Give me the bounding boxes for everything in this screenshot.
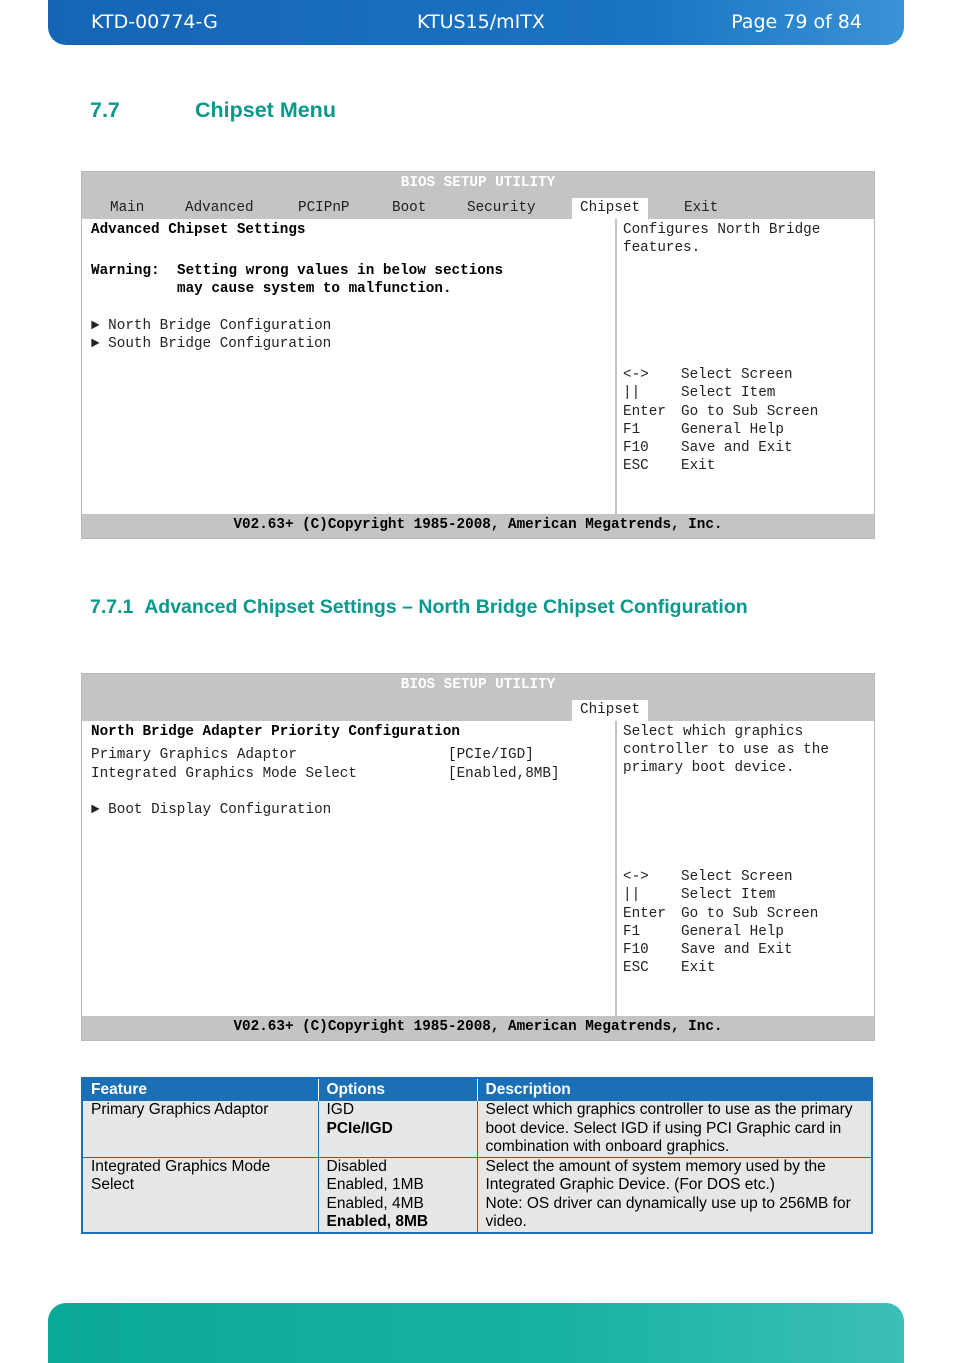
column-header: Description (477, 1078, 872, 1101)
bios-screen-chipset (81, 171, 875, 539)
help-text: features. (623, 240, 701, 256)
page-header (48, 0, 904, 45)
options-cell (318, 1101, 477, 1158)
bios-title: BIOS SETUP UTILITY (82, 674, 874, 700)
menu-tab-advanced[interactable]: Advanced (185, 200, 254, 216)
column-header: Options (318, 1078, 477, 1101)
column-header: Feature (82, 1078, 318, 1101)
option-value: Enabled, 1MB (326, 1176, 424, 1193)
option-default-value: Enabled, 8MB (326, 1213, 429, 1230)
key-hint: F1 General Help (623, 422, 784, 438)
help-text: primary boot device. (623, 760, 795, 776)
section-title: Chipset Menu (195, 98, 336, 122)
key-hint: <-> Select Screen (623, 869, 793, 885)
bios-menu-bar (82, 700, 874, 721)
bios-copyright: V02.63+ (C)Copyright 1985-2008, American Megatrends, Inc. (82, 514, 874, 538)
help-text: controller to use as the (623, 742, 829, 758)
page-number: Page 79 of 84 (731, 11, 862, 33)
bios-main-pane (82, 721, 617, 1017)
feature-cell: Integrated Graphics Mode Select (82, 1157, 318, 1233)
key-hint: F10 Save and Exit (623, 440, 793, 456)
menu-tab-chipset[interactable]: Chipset (572, 198, 648, 219)
bios-help-pane (623, 721, 871, 1017)
menu-tab-exit[interactable]: Exit (684, 200, 719, 216)
menu-tab-boot[interactable]: Boot (392, 200, 427, 216)
option-default-value: PCIe/IGD (326, 1119, 393, 1137)
settings-heading: North Bridge Adapter Priority Configuration (91, 724, 460, 740)
table-row (82, 1157, 872, 1233)
setting-value: [PCIe/IGD] (448, 747, 534, 763)
bios-title: BIOS SETUP UTILITY (82, 172, 874, 198)
settings-heading: Advanced Chipset Settings (91, 222, 306, 238)
options-cell (318, 1157, 477, 1233)
bios-main-pane (82, 219, 617, 515)
submenu-north-bridge[interactable]: ► North Bridge Configuration (91, 318, 332, 334)
option-value: Disabled (326, 1157, 387, 1175)
key-hint: Enter Go to Sub Screen (623, 404, 819, 420)
product-name: KTUS15/mITX (417, 11, 545, 33)
feature-table (81, 1077, 873, 1234)
warning-text-1: Setting wrong values in below sections (177, 263, 504, 279)
subsection-number: 7.7.1 (90, 596, 134, 618)
key-hint: || Select Item (623, 887, 776, 903)
key-hint: || Select Item (623, 385, 776, 401)
option-value: IGD (326, 1101, 355, 1118)
section-heading (90, 98, 336, 123)
bios-screen-north-bridge (81, 673, 875, 1041)
warning-label: Warning: (91, 263, 160, 279)
bios-copyright: V02.63+ (C)Copyright 1985-2008, American Megatrends, Inc. (82, 1016, 874, 1040)
warning-text-2: may cause system to malfunction. (177, 281, 452, 297)
key-hint: ESC Exit (623, 960, 716, 976)
key-hint: ESC Exit (623, 458, 716, 474)
bios-help-pane (623, 219, 871, 515)
description-cell: Select which graphics controller to use as the primary boot device. Select IGD if using PCI Graphic card in combination with onboard graphics. (477, 1101, 872, 1158)
key-hint: F10 Save and Exit (623, 942, 793, 958)
menu-tab-pcipnp[interactable]: PCIPnP (298, 200, 350, 216)
submenu-south-bridge[interactable]: ► South Bridge Configuration (91, 336, 332, 352)
subsection-title: Advanced Chipset Settings – North Bridge Chipset Configuration (144, 596, 748, 618)
menu-tab-chipset[interactable]: Chipset (572, 700, 648, 721)
menu-tab-security[interactable]: Security (467, 200, 536, 216)
doc-id: KTD-00774-G (91, 11, 218, 33)
setting-primary-graphics-adaptor[interactable]: Primary Graphics Adaptor [PCIe/IGD] (91, 747, 534, 763)
help-text: Configures North Bridge (623, 222, 821, 238)
key-hint: Enter Go to Sub Screen (623, 906, 819, 922)
submenu-boot-display[interactable]: ► Boot Display Configuration (91, 802, 332, 818)
bios-menu-bar (82, 198, 874, 219)
arrow-right-icon: ► (91, 336, 109, 352)
setting-value: [Enabled,8MB] (448, 766, 560, 782)
setting-integrated-graphics-mode[interactable]: Integrated Graphics Mode Select [Enabled,8MB] (91, 766, 560, 782)
feature-cell: Primary Graphics Adaptor (82, 1101, 318, 1158)
option-value: Enabled, 4MB (326, 1194, 424, 1212)
arrow-right-icon: ► (91, 318, 109, 334)
subsection-heading (90, 596, 748, 619)
section-number: 7.7 (90, 98, 120, 122)
arrow-right-icon: ► (91, 802, 109, 818)
table-row (82, 1101, 872, 1158)
description-cell: Select the amount of system memory used by the Integrated Graphic Device. (For DOS etc.) Note: OS driver can dynamically use up to 256MB for video. (477, 1157, 872, 1233)
table-header-row (82, 1078, 872, 1101)
key-hint: F1 General Help (623, 924, 784, 940)
key-hint: <-> Select Screen (623, 367, 793, 383)
menu-tab-main[interactable]: Main (110, 200, 145, 216)
help-text: Select which graphics (623, 724, 804, 740)
page-footer-bar (48, 1303, 904, 1363)
